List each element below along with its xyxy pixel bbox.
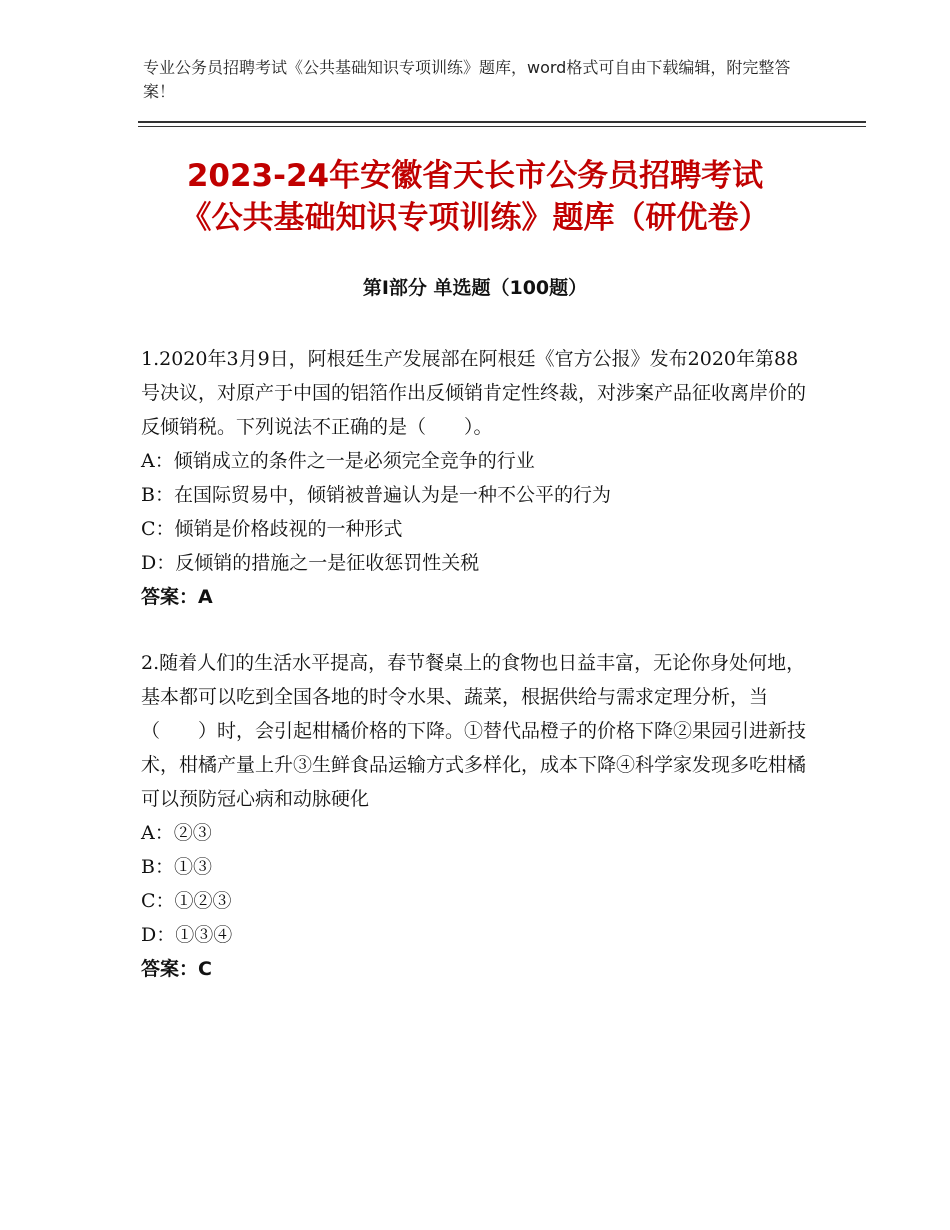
header-note: 专业公务员招聘考试《公共基础知识专项训练》题库，word格式可自由下载编辑，附完整答案！ [143,58,791,101]
header-divider-thin [138,126,866,127]
option-d: D：①③④ [141,924,233,946]
question-1 [141,342,813,614]
answer-line: 答案：A [141,586,213,608]
option-b: B：在国际贸易中，倾销被普遍认为是一种不公平的行为 [141,484,611,506]
option-c: C：倾销是价格歧视的一种形式 [141,518,403,540]
option-a: A：②③ [141,822,212,844]
question-stem: 1.2020年3月9日，阿根廷生产发展部在阿根廷《官方公报》发布2020年第88号决议，对原产于中国的铝箔作出反倾销肯定性终裁，对涉案产品征收离岸价的反倾销税。下列说法不正确的是（ ）。 [141,348,807,438]
option-b: B：①③ [141,856,212,878]
option-d: D：反倾销的措施之一是征收惩罚性关税 [141,552,480,574]
question-list [141,342,813,1018]
header-divider-thick [138,121,866,123]
answer-line: 答案：C [141,958,212,980]
question-stem: 2.随着人们的生活水平提高，春节餐桌上的食物也日益丰富，无论你身处何地，基本都可以吃到全国各地的时令水果、蔬菜，根据供给与需求定理分析，当（ ）时，会引起柑橘价格的下降。①替代品橙子的价格下降②果园引进新技术，柑橘产量上升③生鲜食品运输方式多样化，成本下降④科学家发现多吃柑橘可以预防冠心病和动脉硬化 [141,652,807,810]
option-a: A：倾销成立的条件之一是必须完全竞争的行业 [141,450,535,472]
option-c: C：①②③ [141,890,232,912]
document-title-line-1: 2023-24年安徽省天长市公务员招聘考试 [186,158,764,194]
question-2 [141,646,813,986]
document-title [100,155,850,239]
section-heading: 第Ⅰ部分 单选题（100题） [362,277,588,299]
document-title-line-2: 《公共基础知识专项训练》题库（研优卷） [180,200,770,236]
